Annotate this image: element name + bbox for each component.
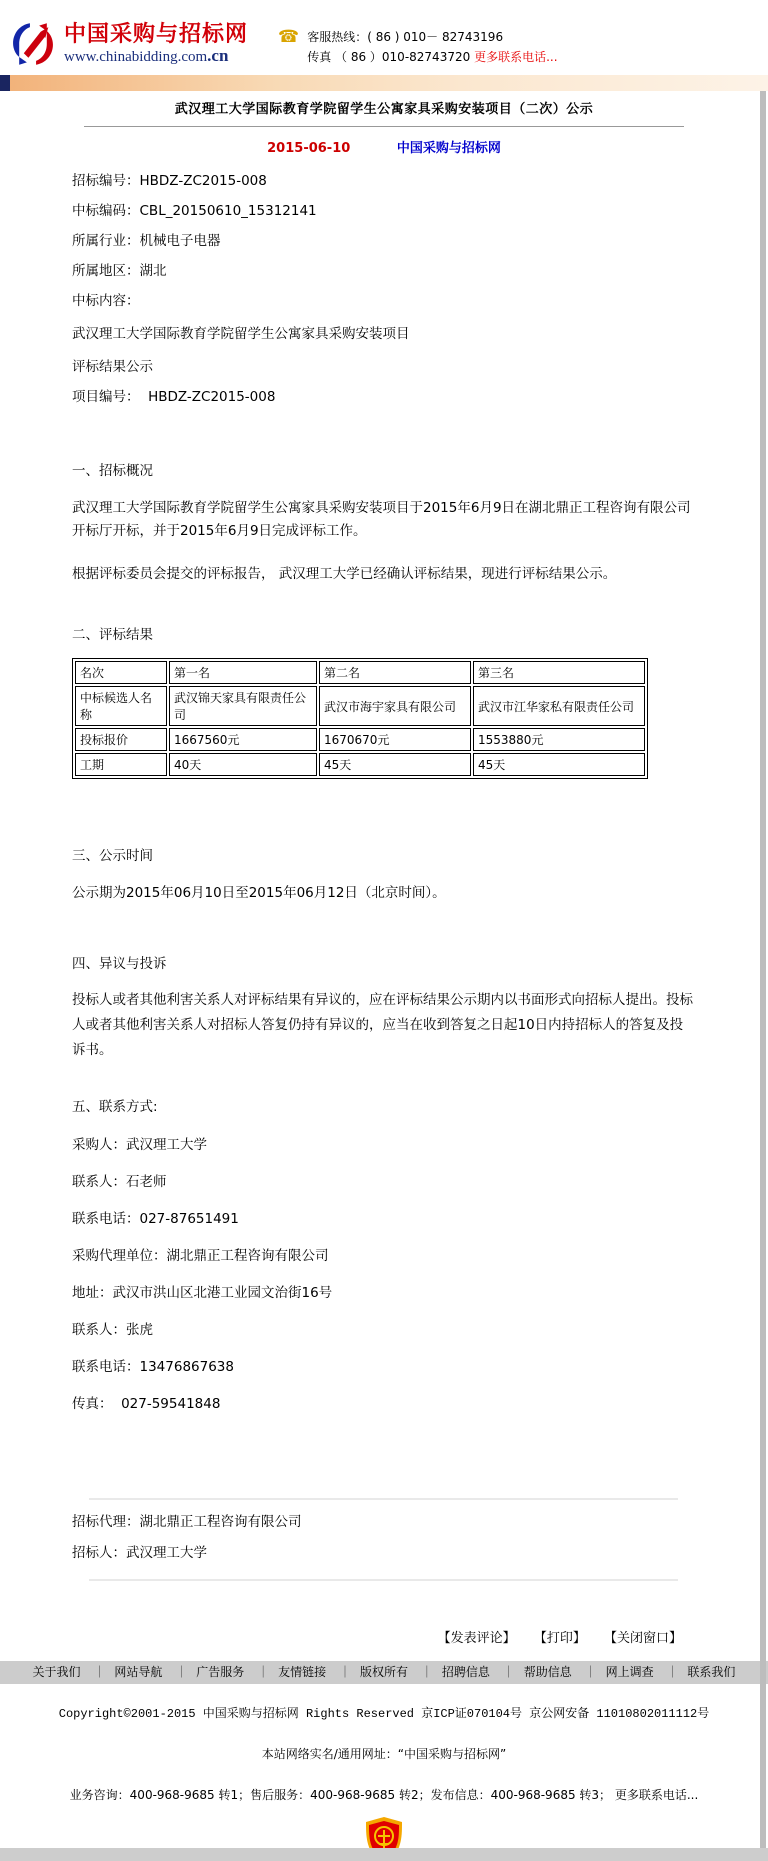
footer-link-ads[interactable]: ｜ 广告服务 — [166, 1665, 244, 1679]
contact-phone-1: 联系电话：027-87651491 — [72, 1211, 239, 1227]
footer-link-help[interactable]: ｜ 帮助信息 — [494, 1665, 572, 1679]
footer-link-contact[interactable]: ｜ 联系我们 — [657, 1665, 735, 1679]
cell-price-3: 1553880元 — [473, 728, 645, 751]
more-phones-link[interactable]: 更多联系电话... — [474, 50, 558, 64]
site-header — [0, 0, 768, 75]
footer-link-jobs[interactable]: ｜ 招聘信息 — [412, 1665, 490, 1679]
publicity-paragraph: 公示期为2015年06月10日至2015年06月12日（北京时间）。 — [72, 885, 446, 901]
site-url[interactable]: www.chinabidding.com.cn — [64, 45, 229, 65]
cell-price-1: 1667560元 — [169, 728, 317, 751]
footer-link-about[interactable]: 关于我们 — [32, 1665, 81, 1679]
comment-button[interactable]: 【发表评论】 — [437, 1631, 516, 1646]
close-window-button[interactable]: 【关闭窗口】 — [603, 1631, 682, 1646]
table-row — [75, 753, 645, 776]
source-link[interactable]: 中国采购与招标网 — [396, 141, 501, 156]
overview-paragraph-2: 根据评标委员会提交的评标报告， 武汉理工大学已经确认评标结果，现进行评标结果公示。 — [72, 566, 617, 582]
section-result-heading: 二、评标结果 — [72, 627, 153, 643]
meta-content-label: 中标内容： — [72, 293, 140, 309]
table-row — [75, 686, 645, 726]
footer-link-sitemap[interactable]: ｜ 网站导航 — [84, 1665, 162, 1679]
evaluation-result-table — [72, 658, 648, 779]
section-overview-heading: 一、招标概况 — [72, 463, 153, 479]
section-publicity-heading: 三、公示时间 — [72, 848, 153, 864]
header-contact — [278, 21, 558, 67]
result-notice-label: 评标结果公示 — [72, 359, 153, 375]
section-objection-heading: 四、异议与投诉 — [72, 956, 167, 972]
article-body — [0, 156, 768, 1646]
cell-duration-2: 45天 — [319, 753, 471, 776]
cell-duration-label: 工期 — [75, 753, 167, 776]
contact-agency: 采购代理单位：湖北鼎正工程咨询有限公司 — [72, 1248, 329, 1264]
meta-award-code: 中标编码：CBL_20150610_15312141 — [72, 203, 317, 219]
cell-candidate-label: 中标候选人名称 — [75, 686, 167, 726]
title-divider — [84, 126, 684, 127]
contact-person-2: 联系人：张虎 — [72, 1322, 153, 1338]
signature-agency: 招标代理：湖北鼎正工程咨询有限公司 — [72, 1514, 302, 1530]
fax-text: 传真 （ 86 ）010-82743720 — [307, 50, 471, 64]
signature-divider-bottom — [89, 1579, 678, 1581]
contact-phone-2: 联系电话：13476867638 — [72, 1359, 234, 1375]
contact-address: 地址：武汉市洪山区北港工业园文治街16号 — [72, 1285, 333, 1301]
navy-corner-block — [0, 75, 10, 91]
hotline-text: 客服热线：( 86 ) 010－ 82743196 — [307, 30, 504, 44]
page-title: 武汉理工大学国际教育学院留学生公寓家具采购安装项目（二次）公示 — [174, 102, 594, 117]
top-divider-bar — [0, 75, 768, 91]
cell-price-label: 投标报价 — [75, 728, 167, 751]
site-name: 中国采购与招标网 — [64, 21, 249, 47]
cell-first-header: 第一名 — [169, 661, 317, 684]
footer-link-copyright[interactable]: ｜ 版权所有 — [330, 1665, 408, 1679]
right-edge-strip — [760, 91, 766, 1849]
cell-price-2: 1670670元 — [319, 728, 471, 751]
cell-rank-header: 名次 — [75, 661, 167, 684]
realname-line: 本站网络实名/通用网址：“中国采购与招标网” — [261, 1747, 507, 1761]
meta-industry: 所属行业：机械电子电器 — [72, 233, 221, 249]
table-row — [75, 661, 645, 684]
contact-person-1: 联系人：石老师 — [72, 1174, 167, 1190]
signature-tenderee: 招标人：武汉理工大学 — [72, 1545, 207, 1561]
overview-paragraph-1: 武汉理工大学国际教育学院留学生公寓家具采购安装项目于2015年6月9日在湖北鼎正工程咨询有限公司开标厅开标，并于2015年6月9日完成评标工作。 — [72, 500, 691, 539]
cell-duration-1: 40天 — [169, 753, 317, 776]
article-actions — [72, 1627, 695, 1646]
project-name: 武汉理工大学国际教育学院留学生公寓家具采购安装项目 — [72, 326, 410, 342]
project-number: 项目编号： HBDZ-ZC2015-008 — [72, 389, 276, 405]
logo-swirl-icon — [8, 21, 58, 67]
cell-second-header: 第二名 — [319, 661, 471, 684]
cell-candidate-2: 武汉市海宇家具有限公司 — [319, 686, 471, 726]
footer-link-friends[interactable]: ｜ 友情链接 — [248, 1665, 326, 1679]
cell-candidate-3: 武汉市江华家私有限责任公司 — [473, 686, 645, 726]
objection-paragraph: 投标人或者其他利害关系人对评标结果有异议的，应在评标结果公示期内以书面形式向招标人提出。投标人或者其他利害关系人对招标人答复仍持有异议的，应当在收到答复之日起10日内持招标人的答复及投诉书。 — [72, 992, 693, 1058]
dateline — [0, 137, 768, 156]
table-row — [75, 728, 645, 751]
publish-date: 2015-06-10 — [267, 141, 351, 156]
cell-third-header: 第三名 — [473, 661, 645, 684]
site-logo[interactable] — [8, 21, 248, 67]
cell-candidate-1: 武汉锦天家具有限责任公司 — [169, 686, 317, 726]
contact-buyer: 采购人：武汉理工大学 — [72, 1137, 207, 1153]
copyright-line: Copyright©2001-2015 中国采购与招标网 Rights Reserved 京ICP证070104号 京公网安备 11010802011112号 — [58, 1707, 710, 1721]
service-phones-line: 业务咨询：400-968-9685 转1；售后服务：400-968-9685 转2；发布信息：400-968-9685 转3； 更多联系电话... — [69, 1788, 699, 1802]
footer-nav — [0, 1661, 768, 1684]
phone-icon: ☎ — [278, 27, 300, 47]
contact-fax: 传真： 027-59541848 — [72, 1396, 221, 1412]
logo-text — [64, 23, 248, 66]
print-button[interactable]: 【打印】 — [533, 1631, 586, 1646]
signature-divider-top — [89, 1498, 678, 1500]
meta-region: 所属地区：湖北 — [72, 263, 167, 279]
cell-duration-3: 45天 — [473, 753, 645, 776]
bottom-edge-bar — [0, 1848, 768, 1861]
meta-bid-number: 招标编号：HBDZ-ZC2015-008 — [72, 173, 267, 189]
section-contact-heading: 五、联系方式: — [72, 1099, 158, 1115]
footer-link-survey[interactable]: ｜ 网上调查 — [576, 1665, 654, 1679]
